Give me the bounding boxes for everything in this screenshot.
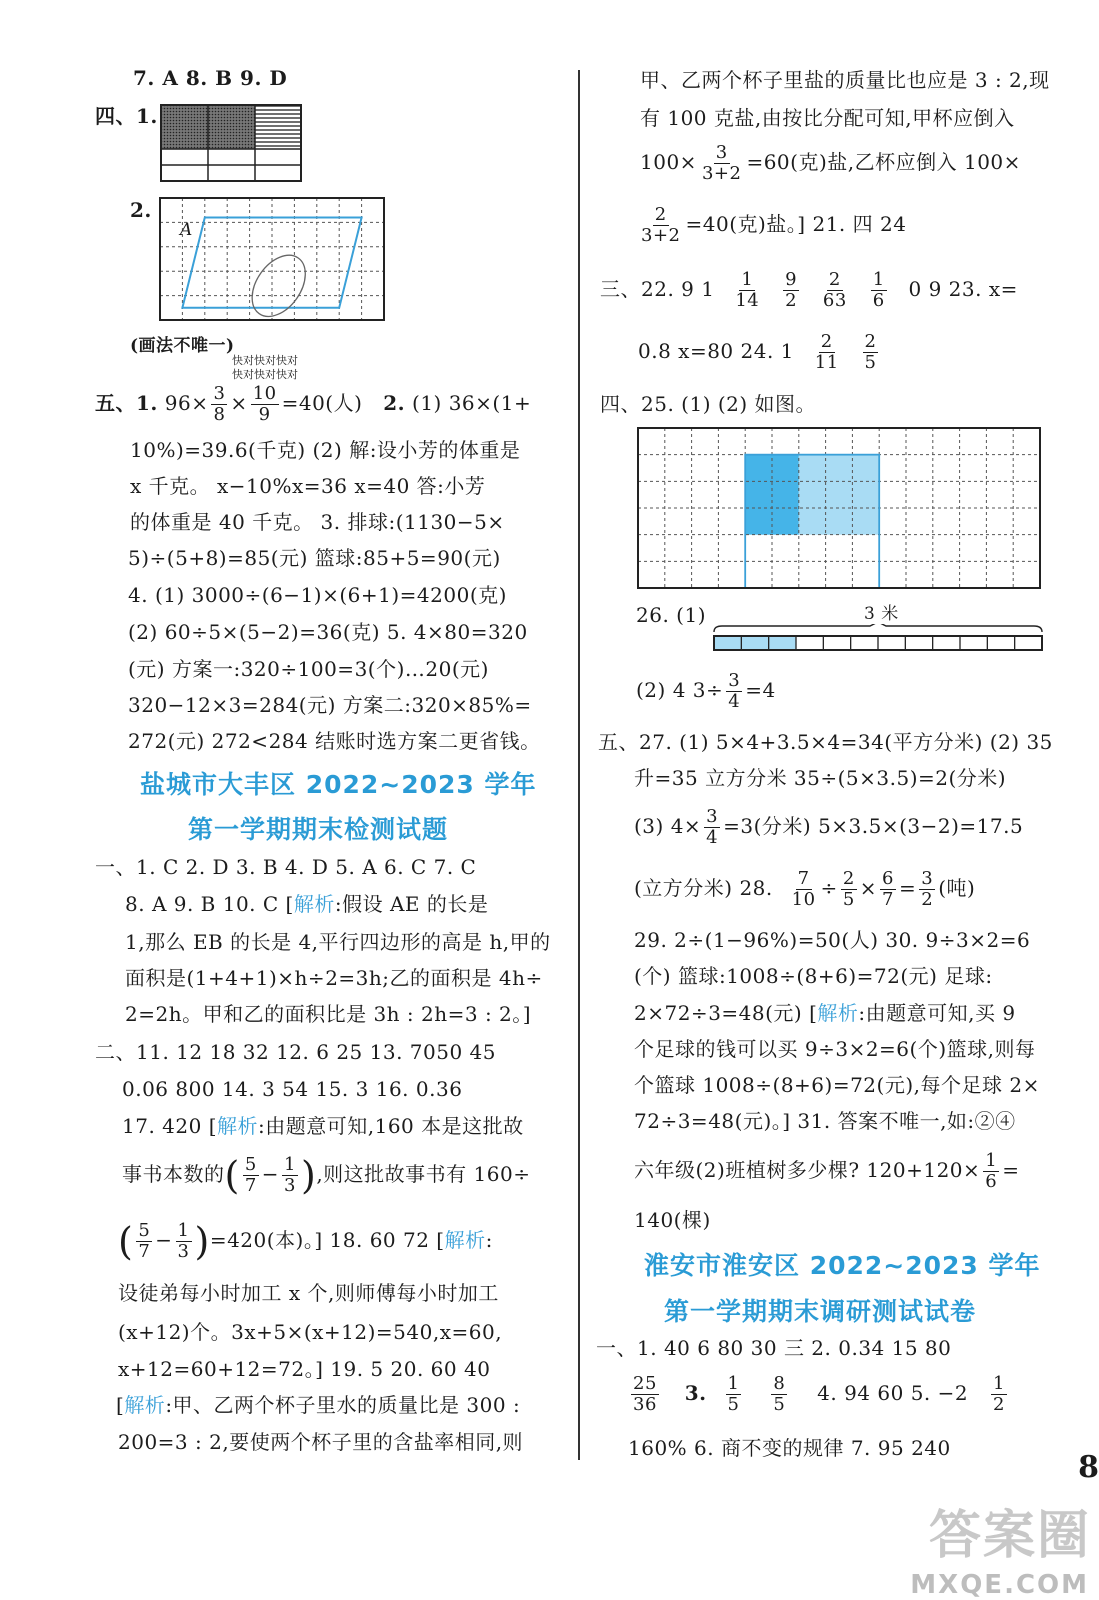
answer-line: 面积是(1+4+1)×h÷2=3h;乙的面积是 4h÷ bbox=[125, 966, 543, 990]
answer-line: x 千克。 x−10%x=36 x=40 答:小芳 bbox=[130, 474, 486, 498]
answer-line: 200=3 : 2,要使两个杯子里的含盐率相同,则 bbox=[118, 1430, 524, 1454]
segment-bar-figure bbox=[712, 624, 1044, 656]
answer-line: 个篮球 1008÷(8+6)=72(元),每个足球 2× bbox=[634, 1073, 1040, 1097]
answer-line: 10%)=39.6(千克) (2) 解:设小芳的体重是 bbox=[130, 438, 521, 462]
answer-line: $\frac{25}{36}$ 3. $\frac{1}{5}$ $\frac{8}{5}$ 4. 94 60 5. −2 $\frac{1}{2}$ bbox=[633, 1373, 1005, 1415]
answer-line: 一、1. C 2. D 3. B 4. D 5. A 6. C 7. C bbox=[95, 855, 477, 879]
answer-line: 五、27. (1) 5×4+3.5×4=34(平方分米) (2) 35 bbox=[598, 730, 1053, 754]
answer-line: 四、25. (1) (2) 如图。 bbox=[600, 392, 817, 416]
answer-line: $\frac{2}{3+2}$ =40(克)盐。] 21. 四 24 bbox=[641, 204, 907, 246]
answer-line: 29. 2÷(1−96%)=50(人) 30. 9÷3×2=6 bbox=[634, 928, 1031, 952]
column-divider bbox=[578, 70, 580, 1460]
answer-line: 2×72÷3=48(元) [解析:由题意可知,买 9 bbox=[634, 1001, 1016, 1025]
answer-line: 140(棵) bbox=[634, 1208, 711, 1232]
answer-line: [解析:甲、乙两个杯子里水的质量比是 300 : bbox=[116, 1393, 521, 1417]
answer-line: (2) 4 3÷ $\frac{3}{4}$ =4 bbox=[636, 670, 776, 712]
answer-line: (个) 篮球:1008÷(8+6)=72(元) 足球: bbox=[634, 964, 993, 988]
answers-7-9: 7. A 8. B 9. D bbox=[133, 66, 288, 90]
brace-line bbox=[714, 624, 1042, 632]
answer-line: (3) 4× $\frac{3}{4}$ =3(分米) 5×3.5×(3−2)=17.5 bbox=[634, 806, 1024, 848]
answer-line: 0.06 800 14. 3 54 15. 3 16. 0.36 bbox=[122, 1077, 463, 1101]
answer-line: 升=35 立方分米 35÷(5×3.5)=2(分米) bbox=[634, 766, 1007, 790]
answer-line: 5)÷(5+8)=85(元) 篮球:85+5=90(元) bbox=[128, 546, 501, 570]
light-blue-rectangle bbox=[799, 455, 879, 535]
section-subheading: 第一学期期末检测试题 bbox=[188, 815, 449, 844]
watermark-logo: 答案圈 bbox=[928, 1506, 1091, 1566]
section-subheading: 第一学期期末调研测试试卷 bbox=[664, 1297, 977, 1326]
shaded-segment bbox=[741, 636, 768, 650]
fraction: $\frac{10}{9}$ bbox=[252, 383, 277, 425]
section-heading: 盐城市大丰区 2022~2023 学年 bbox=[140, 770, 537, 799]
answer-line: 的体重是 40 千克。 3. 排球:(1130−5× bbox=[130, 510, 505, 534]
answer-line: (元) 方案一:320÷100=3(个)…20(元) bbox=[128, 657, 489, 681]
section-heading: 淮安市淮安区 2022~2023 学年 bbox=[644, 1251, 1041, 1280]
watermark-url: MXQE.COM bbox=[910, 1570, 1089, 1600]
scribble-text: 快对快对快对 bbox=[232, 354, 298, 367]
answer-line: (x+12)个。3x+5×(x+12)=540,x=60, bbox=[118, 1320, 503, 1344]
shaded-segment bbox=[769, 636, 796, 650]
answer-line: 72÷3=48(元)。] 31. 答案不唯一,如:②④ bbox=[634, 1109, 1016, 1133]
answer-line: 26. (1) bbox=[636, 603, 706, 627]
question-2-label: 2. bbox=[130, 198, 152, 222]
drawing-note: (画法不唯一) bbox=[130, 336, 235, 356]
length-label: 3 米 bbox=[864, 604, 899, 624]
answer-line: 甲、乙两个杯子里盐的质量比也应是 3 : 2,现 bbox=[640, 68, 1050, 92]
answer-line: 六年级(2)班植树多少棵? 120+120× $\frac{1}{6}$ = bbox=[634, 1150, 1020, 1192]
scribble-text-2: 快对快对快对 bbox=[232, 368, 298, 381]
answer-line: 个足球的钱可以买 9÷3×2=6(个)篮球,则每 bbox=[634, 1037, 1036, 1061]
answer-line: 100× $\frac{3}{3+2}$ =60(克)盐,乙杯应倒入 100× bbox=[640, 142, 1021, 184]
answer-line: 0.8 x=80 24. 1 $\frac{2}{11}$ $\frac{2}{5}$ bbox=[638, 331, 877, 373]
answer-line: 一、1. 40 6 80 30 三 2. 0.34 15 80 bbox=[596, 1336, 952, 1360]
page-number: 8 bbox=[1078, 1450, 1099, 1485]
rectangle-grid-figure bbox=[636, 426, 1042, 590]
answer-line: 二、11. 12 18 32 12. 6 25 13. 7050 45 bbox=[95, 1040, 497, 1064]
answer-line: 17. 420 [解析:由题意可知,160 本是这批故 bbox=[122, 1114, 524, 1138]
scribble-mark bbox=[241, 245, 316, 322]
answer-line: 4. (1) 3000÷(6−1)×(6+1)=4200(克) bbox=[128, 583, 507, 607]
section-4-label: 四、1. bbox=[95, 104, 158, 128]
answer-line: 320−12×3=284(元) 方案二:320×85%= bbox=[128, 693, 532, 717]
answer-line: 设徒弟每小时加工 x 个,则师傅每小时加工 bbox=[118, 1281, 499, 1305]
hatched-grid-figure bbox=[160, 104, 302, 182]
answer-line: 有 100 克盐,由按比分配可知,甲杯应倒入 bbox=[640, 106, 1015, 130]
answer-line: ( $\frac{5}{7}$ − $\frac{1}{3}$ )=420(本)。] 18. 60 72 [解析: bbox=[118, 1219, 493, 1264]
answer-line: 三、22. 9 1 $\frac{1}{14}$ $\frac{9}{2}$ $\frac{2}{63}$ $\frac{1}{6}$ 0 9 23. x= bbox=[600, 269, 1018, 311]
answer-line: (2) 60÷5×(5−2)=36(克) 5. 4×80=320 bbox=[128, 620, 528, 644]
section-5-line-1: 五、1. 96× $\frac{3}{8}$ × $\frac{10}{9}$ =40(人) 2. (1) 36×(1+ bbox=[95, 383, 532, 425]
answer-line: 2=2h。甲和乙的面积比是 3h : 2h=3 : 2。] bbox=[125, 1002, 532, 1026]
fraction: $\frac{3}{8}$ bbox=[213, 383, 226, 425]
answer-line: 事书本数的( $\frac{5}{7}$ − $\frac{1}{3}$ ),则这批故事书有 160÷ bbox=[122, 1153, 531, 1198]
shaded-segment bbox=[714, 636, 741, 650]
answer-line: 1,那么 EB 的长是 4,平行四边形的高是 h,甲的 bbox=[125, 930, 551, 954]
parallelogram-grid-figure bbox=[158, 196, 386, 322]
answer-line: 160% 6. 商不变的规律 7. 95 240 bbox=[628, 1436, 951, 1460]
answer-line: x+12=60+12=72。] 19. 5 20. 60 40 bbox=[118, 1357, 491, 1381]
answer-line: 272(元) 272<284 结账时选方案二更省钱。 bbox=[128, 729, 541, 753]
answer-line: 8. A 9. B 10. C [解析:假设 AE 的长是 bbox=[125, 892, 489, 916]
answer-line: (立方分米) 28. $\frac{7}{10}$ ÷ $\frac{2}{5}$ × $\frac{6}{7}$ = $\frac{3}{2}$ (吨) bbox=[634, 868, 976, 910]
point-a-label: A bbox=[180, 220, 193, 240]
